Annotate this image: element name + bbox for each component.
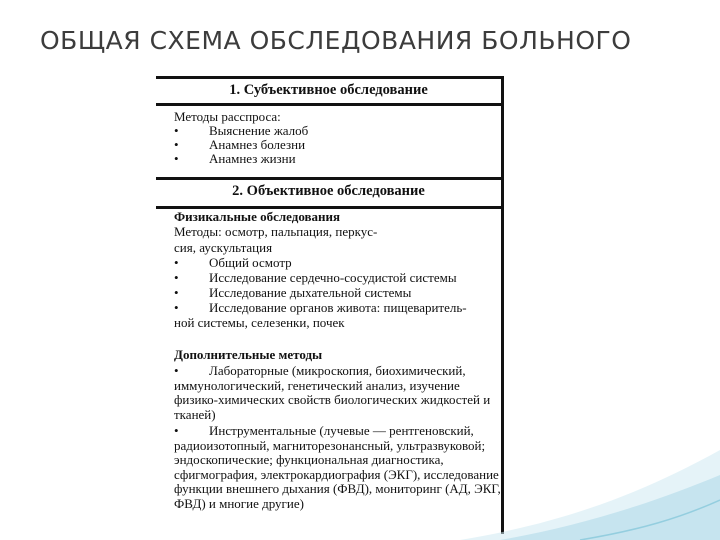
bullet-icon: • <box>174 137 179 152</box>
list-item-label: Исследование сердечно-сосудистой системы <box>209 270 457 285</box>
list-item-label: Общий осмотр <box>209 255 292 270</box>
lab-methods-item <box>174 364 504 422</box>
list-item-label: Выяснение жалоб <box>209 123 309 138</box>
bullet-icon: • <box>174 151 179 166</box>
instrumental-methods-item <box>174 424 504 511</box>
list-item-label: Исследование дыхательной системы <box>209 285 412 300</box>
physical-methods-line2: сия, аускультация <box>174 240 273 255</box>
additional-heading: Дополнительные методы <box>174 347 323 362</box>
section2-heading: 2. Объективное обследование <box>232 183 425 199</box>
lab-methods-text: Лабораторные (микроскопия, биохимический, иммунологический, генетический анализ, изучение физико-химических свойств биологических жидкостей и тканей) <box>174 363 491 422</box>
list-item-label: Анамнез болезни <box>209 137 306 152</box>
bullet-icon: • <box>174 270 179 285</box>
section1-bottom-rule <box>156 103 504 106</box>
physical-methods-line1: Методы: осмотр, пальпация, перкус- <box>174 224 378 239</box>
section2-top-rule <box>156 177 504 180</box>
section1-heading: 1. Субъективное обследование <box>229 82 428 98</box>
slide-title: ОБЩАЯ СХЕМА ОБСЛЕДОВАНИЯ БОЛЬНОГО <box>40 26 632 55</box>
list-item-label: Исследование органов живота: пищеваритель- <box>209 300 467 315</box>
bullet-icon: • <box>174 123 179 138</box>
list-item-label: Анамнез жизни <box>209 151 296 166</box>
decorative-swoosh <box>460 430 720 540</box>
list-item-continuation: ной системы, селезенки, почек <box>174 315 345 330</box>
bullet-icon: • <box>174 285 179 300</box>
document-page <box>156 76 504 534</box>
bullet-icon: • <box>174 300 179 315</box>
bullet-icon: • <box>174 255 179 270</box>
methods-label: Методы расспроса: <box>174 109 281 124</box>
physical-heading: Физикальные обследования <box>174 209 341 224</box>
section1-top-rule <box>156 76 504 79</box>
bullet-icon: • <box>174 423 179 438</box>
bullet-icon: • <box>174 363 179 378</box>
instrumental-methods-text: Инструментальные (лучевые — рентгеновский, радиоизотопный, магниторезонансный, ультразвуковой; эндоскопические; функциональная диагностика, сфигмография, электрокардиография (ЭКГ), исследование функции внешнего дыхания (ФВД), мониторинг (АД, ЭКГ, ФВД) и многие другие) <box>174 423 501 511</box>
